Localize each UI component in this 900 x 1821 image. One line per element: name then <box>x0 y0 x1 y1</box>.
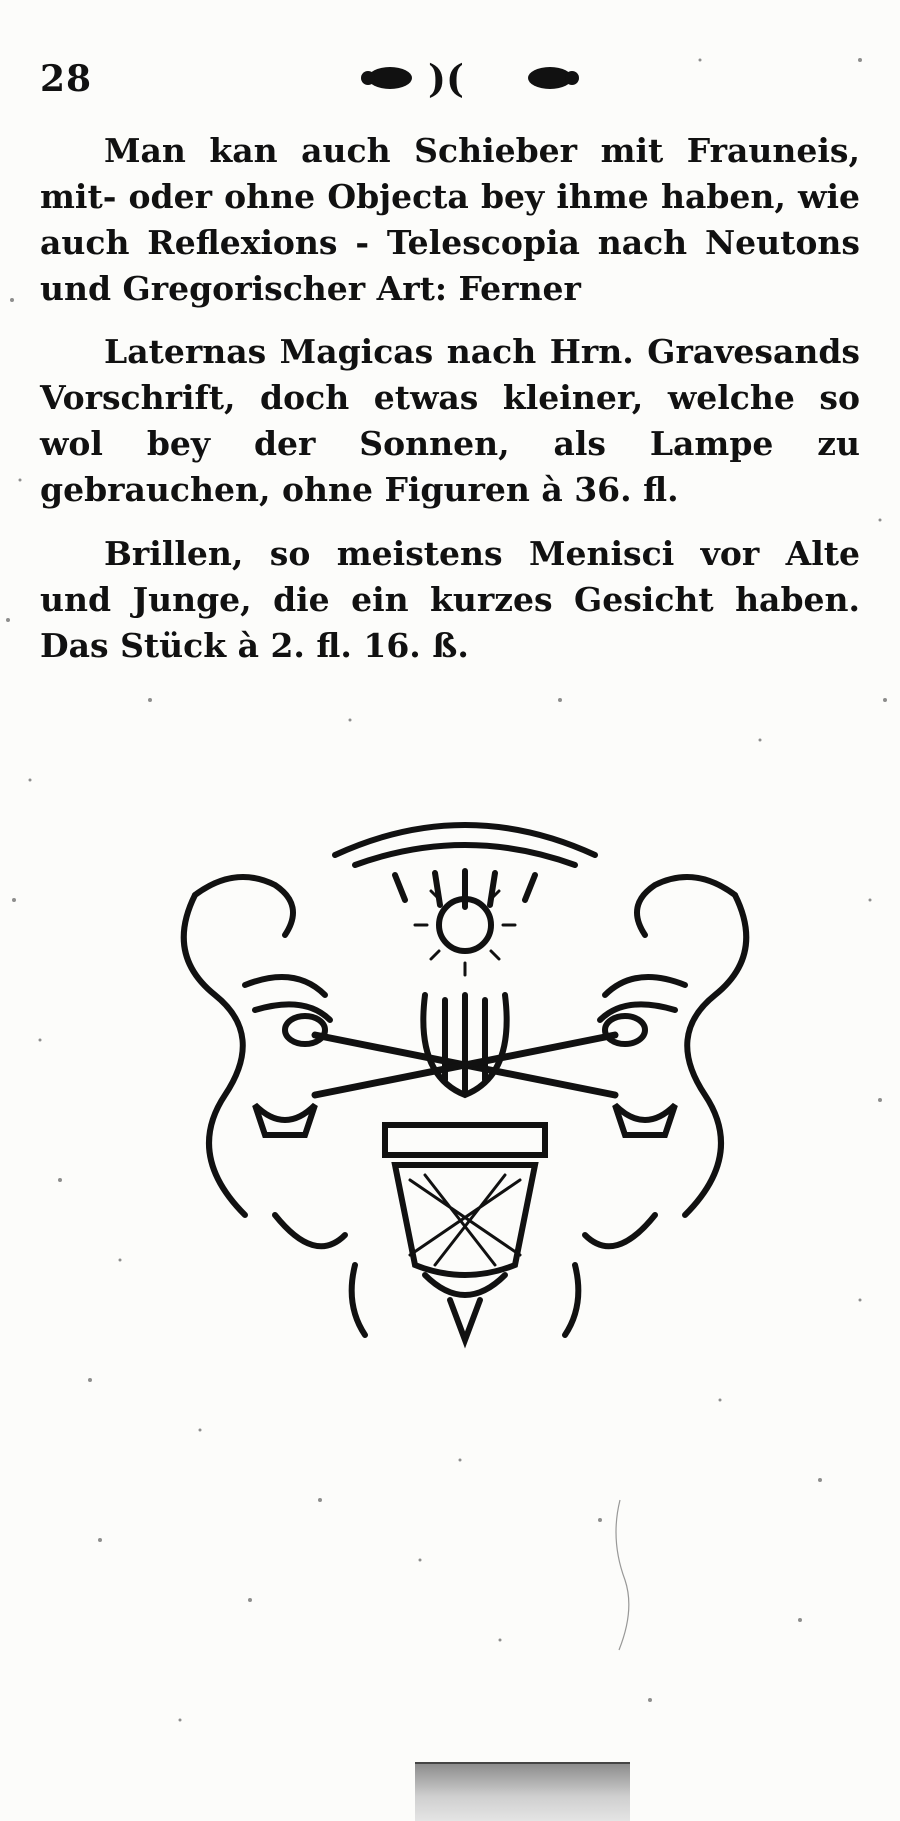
paragraph-brillen: Brillen, so meistens Menisci vor Alte und Junge, die ein kurzes Gesicht haben. Das Stück à 2. fl. 16. ß. <box>40 533 860 665</box>
paragraph-schieber: Man kan auch Schieber mit Frauneis, mit- oder ohne Objecta bey ihme haben, wie auch Reflexions - Telescopia nach Neutons und Gregorischer Art: Ferner <box>40 131 860 308</box>
library-stamp <box>415 1762 630 1821</box>
page-header <box>40 52 870 112</box>
baroque-vignette-icon <box>155 795 775 1355</box>
body-text <box>40 128 860 686</box>
paragraph-laternas-magicas: Laternas Magicas nach Hrn. Gravesands Vorschrift, doch etwas kleiner, welche so wol bey der Sonnen, als Lampe zu gebrauchen, ohne Figuren à 36. fl. <box>40 332 860 510</box>
header-mark: )( <box>428 56 464 101</box>
fleuron-ornament-icon <box>340 52 600 106</box>
page-number: 28 <box>40 58 93 100</box>
